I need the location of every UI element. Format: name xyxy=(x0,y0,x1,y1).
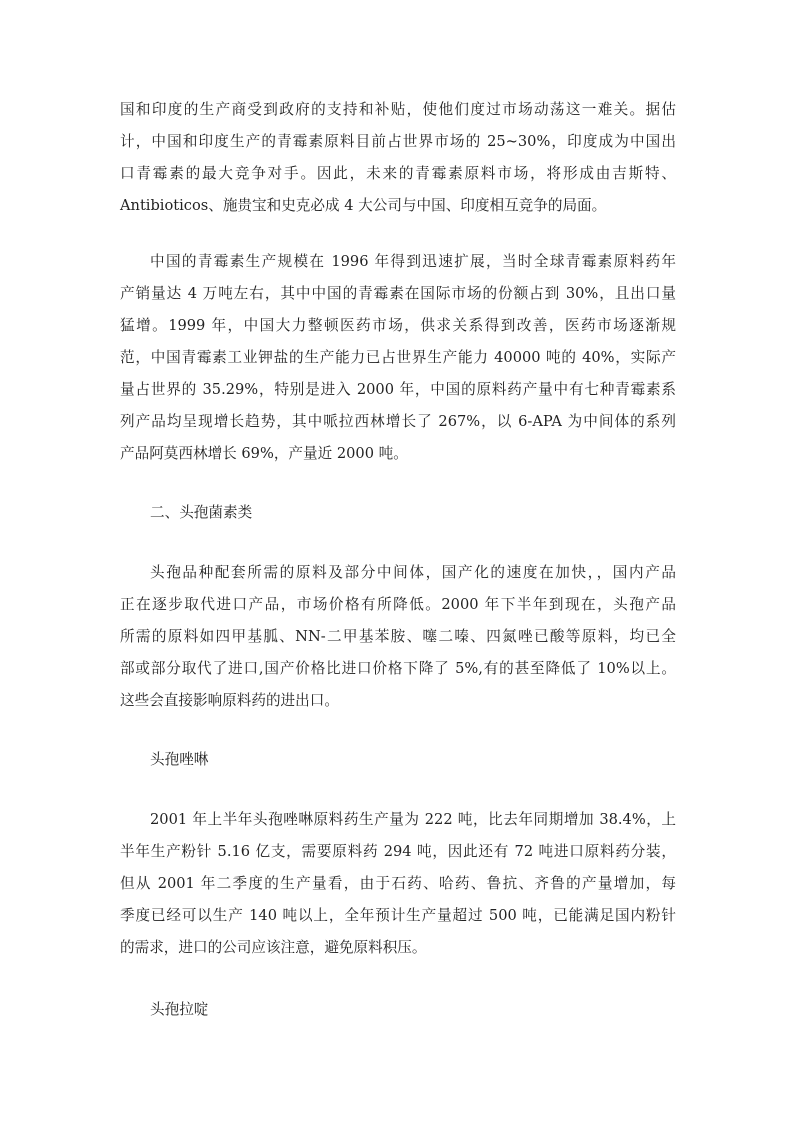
heading-text: 头孢拉啶 xyxy=(150,1001,209,1018)
text-line: 半年生产粉针 5.16 亿支，需要原料药 294 吨，因此还有 72 吨进口原料药分装， xyxy=(120,843,676,860)
subheading-cefazolin xyxy=(120,744,676,776)
paragraph-penicillin-market xyxy=(120,94,676,222)
heading-text: 二、头孢菌素类 xyxy=(150,504,253,521)
section-heading-cephalosporins xyxy=(120,497,676,529)
text-line: 计，中国和印度生产的青霉素原料目前占世界市场的 25~30%，印度成为中国出 xyxy=(120,133,676,150)
text-line: 2001 年上半年头孢唑啉原料药生产量为 222 吨，比去年同期增加 38.4%，上 xyxy=(150,811,676,828)
text-line: 口青霉素的最大竞争对手。因此，未来的青霉素原料市场，将形成由吉斯特、 xyxy=(120,165,676,182)
text-line: 季度已经可以生产 140 吨以上，全年预计生产量超过 500 吨，已能满足国内粉针 xyxy=(120,907,676,924)
heading-text: 头孢唑啉 xyxy=(150,751,209,768)
subheading-cefradine xyxy=(120,994,676,1026)
text-line: 中国的青霉素生产规模在 1996 年得到迅速扩展，当时全球青霉素原料药年 xyxy=(150,253,676,270)
paragraph-cephalosporin-materials xyxy=(120,557,676,717)
text-line: 国和印度的生产商受到政府的支持和补贴，使他们度过市场动荡这一难关。据估 xyxy=(120,101,676,118)
text-line: 产品阿莫西林增长 69%，产量近 2000 吨。 xyxy=(120,445,408,462)
text-line: 头孢品种配套所需的原料及部分中间体，国产化的速度在加快，，国内产品 xyxy=(150,564,676,581)
text-line: 这些会直接影响原料药的进出口。 xyxy=(120,692,339,709)
text-line: 部或部分取代了进口,国产价格比进口价格下降了 5%,有的甚至降低了 10%以上。 xyxy=(120,660,676,677)
text-line: 的需求，进口的公司应该注意，避免原料积压。 xyxy=(120,939,427,956)
text-line: 但从 2001 年二季度的生产量看，由于石药、哈药、鲁抗、齐鲁的产量增加，每 xyxy=(120,875,676,892)
text-line: 产销量达 4 万吨左右，其中中国的青霉素在国际市场的份额占到 30%，且出口量 xyxy=(120,285,676,302)
paragraph-china-penicillin xyxy=(120,246,676,470)
text-line: 正在逐步取代进口产品，市场价格有所降低。2000 年下半年到现在，头孢产品 xyxy=(120,596,676,613)
text-line: 列产品均呈现增长趋势，其中哌拉西林增长了 267%，以 6-APA 为中间体的系列 xyxy=(120,413,676,430)
text-line: 所需的原料如四甲基胍、NN-二甲基苯胺、噻二嗪、四氮唑已酸等原料，均已全 xyxy=(120,628,676,645)
text-line: 范，中国青霉素工业钾盐的生产能力已占世界生产能力 40000 吨的 40%，实际产 xyxy=(120,349,676,366)
text-line: 猛增。1999 年，中国大力整顿医药市场，供求关系得到改善，医药市场逐渐规 xyxy=(120,317,676,334)
text-line: Antibioticos、施贵宝和史克必成 4 大公司与中国、印度相互竞争的局面。 xyxy=(120,197,607,214)
text-line: 量占世界的 35.29%，特别是进入 2000 年，中国的原料药产量中有七种青霉素系 xyxy=(120,381,676,398)
paragraph-cefazolin xyxy=(120,804,676,964)
